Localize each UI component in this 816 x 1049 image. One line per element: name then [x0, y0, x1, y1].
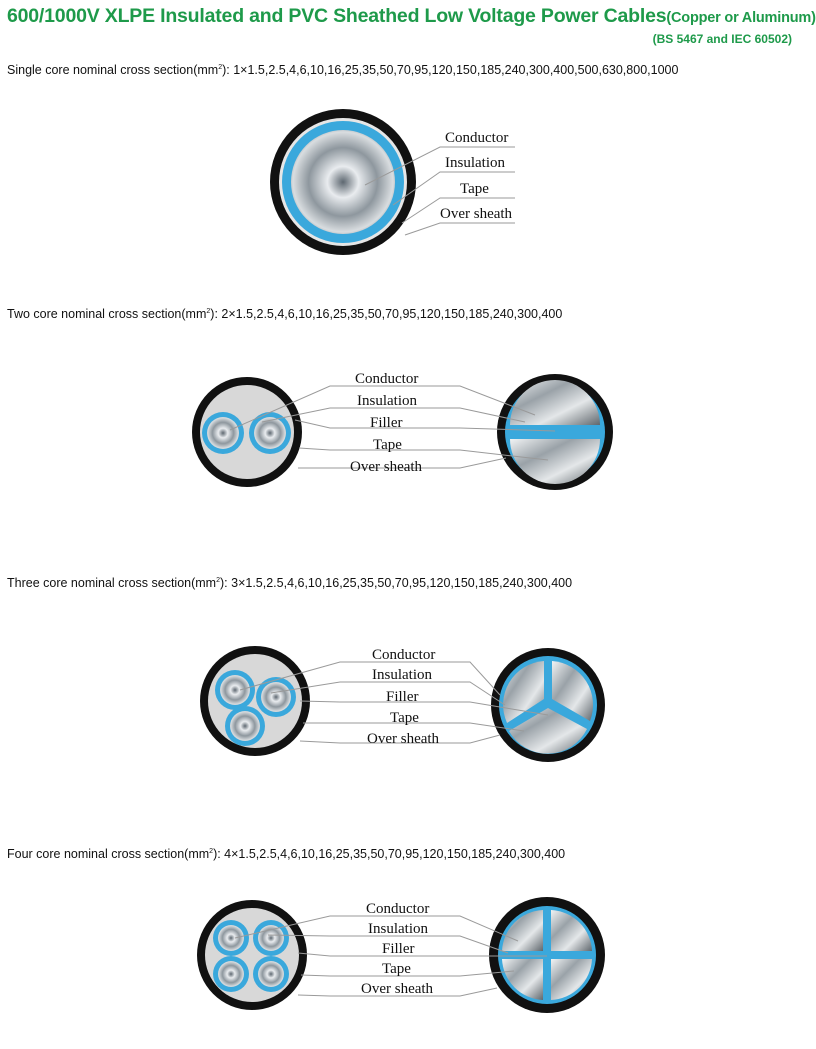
- label-over-sheath: Over sheath: [367, 731, 440, 747]
- two-core-sector-cable-icon: [497, 374, 613, 490]
- label-conductor: Conductor: [445, 130, 509, 146]
- label-conductor: Conductor: [372, 647, 436, 663]
- label-filler: Filler: [386, 689, 419, 705]
- label-tape: Tape: [373, 437, 402, 453]
- four-core-diagram: [0, 893, 800, 1043]
- two-core-spec: Two core nominal cross $section(mm^2)$: 2×1.5,2.5,4,6,10,16,25,35,50,70,95,120,150,185,240,300,400: [7, 307, 563, 321]
- label-insulation: Insulation: [368, 921, 428, 937]
- label-over-sheath: Over sheath: [350, 459, 423, 475]
- three-core-spec: Three core nominal cross $section(mm^2)$: 3×1.5,2.5,4,6,10,16,25,35,50,70,95,120,150,185,240,300,400: [7, 576, 573, 590]
- two-core-diagram: [0, 360, 800, 505]
- page-title: 600/1000V XLPE Insulated and PVC Sheathed Low Voltage Power Cables(Copper or Aluminum): [7, 5, 816, 27]
- single-core-diagram: [0, 100, 800, 270]
- title-material: (Copper or Aluminum): [666, 10, 816, 26]
- four-core-round-cable-icon: [197, 900, 307, 1010]
- standard-reference: (BS 5467 and IEC 60502): [652, 32, 792, 46]
- label-tape: Tape: [460, 181, 489, 197]
- label-filler: Filler: [382, 941, 415, 957]
- four-core-sector-cable-icon: [489, 897, 605, 1013]
- four-core-spec: Four core nominal cross $section(mm^2)$: 4×1.5,2.5,4,6,10,16,25,35,50,70,95,120,150,185,240,300,400: [7, 847, 566, 861]
- single-core-spec: Single core nominal cross $section(mm^2)$: 1×1.5,2.5,4,6,10,16,25,35,50,70,95,120,150,185,240,300,400,500,630,800,1000: [7, 63, 679, 77]
- label-conductor: Conductor: [355, 371, 419, 387]
- label-filler: Filler: [370, 415, 403, 431]
- three-core-round-cable-icon: [200, 646, 310, 756]
- label-tape: Tape: [382, 961, 411, 977]
- label-conductor: Conductor: [366, 901, 430, 917]
- three-core-sector-cable-icon: [491, 648, 605, 762]
- label-over-sheath: Over sheath: [440, 206, 513, 222]
- two-core-round-cable-icon: [192, 377, 302, 487]
- label-insulation: Insulation: [372, 667, 432, 683]
- label-insulation: Insulation: [357, 393, 417, 409]
- three-core-diagram: [0, 635, 800, 775]
- label-over-sheath: Over sheath: [361, 981, 434, 997]
- label-insulation: Insulation: [445, 155, 505, 171]
- single-core-cable-icon: [270, 109, 416, 255]
- label-tape: Tape: [390, 710, 419, 726]
